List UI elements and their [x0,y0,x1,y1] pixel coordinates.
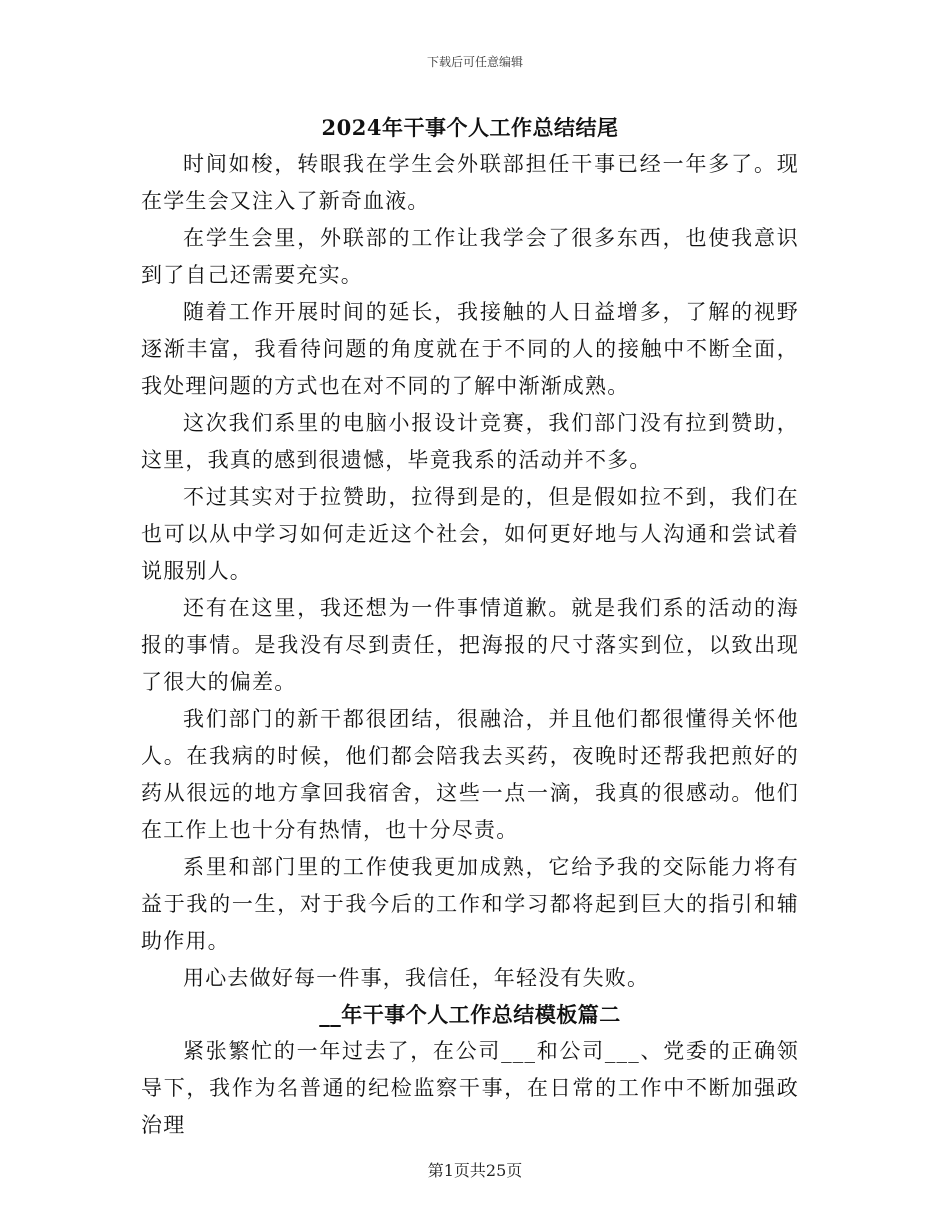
paragraph: 时间如梭，转眼我在学生会外联部担任干事已经一年多了。现在学生会又注入了新奇血液。 [141,152,799,213]
paragraph: 这次我们系里的电脑小报设计竞赛，我们部门没有拉到赞助，这里，我真的感到很遗憾，毕竟我系的活动并不多。 [141,411,799,472]
paragraph: 系里和部门里的工作使我更加成熟，它给予我的交际能力将有益于我的一生，对于我今后的工作和学习都将起到巨大的指引和辅助作用。 [141,855,799,953]
document-title: 2024年干事个人工作总结结尾 [321,115,619,140]
paragraph: 在学生会里，外联部的工作让我学会了很多东西，也使我意识到了自己还需要充实。 [141,226,799,287]
page-number: 第1页共25页 [427,1161,523,1180]
document-body [141,110,799,1144]
paragraph: 紧张繁忙的一年过去了，在公司___和公司___、党委的正确领导下，我作为名普通的纪检监察干事，在日常的工作中不断加强政治理 [141,1039,799,1137]
paragraph: 用心去做好每一件事，我信任，年轻没有失败。 [183,966,650,990]
header-note: 下载后可任意编辑 [426,55,523,69]
section-title: __年干事个人工作总结模板篇二 [319,1002,621,1027]
paragraph: 随着工作开展时间的延长，我接触的人日益增多，了解的视野逐渐丰富，我看待问题的角度就在于不同的人的接触中不断全面，我处理问题的方式也在对不同的了解中渐渐成熟。 [141,300,799,398]
paragraph: 还有在这里，我还想为一件事情道歉。就是我们系的活动的海报的事情。是我没有尽到责任，把海报的尺寸落实到位，以致出现了很大的偏差。 [141,596,799,694]
paragraph: 不过其实对于拉赞助，拉得到是的，但是假如拉不到，我们在也可以从中学习如何走近这个社会，如何更好地与人沟通和尝试着说服别人。 [141,485,799,583]
paragraph: 我们部门的新干都很团结，很融洽，并且他们都很懂得关怀他人。在我病的时候，他们都会陪我去买药，夜晚时还帮我把煎好的药从很远的地方拿回我宿舍，这些一点一滴，我真的很感动。他们在工作上也十分有热情，也十分尽责。 [141,707,799,842]
